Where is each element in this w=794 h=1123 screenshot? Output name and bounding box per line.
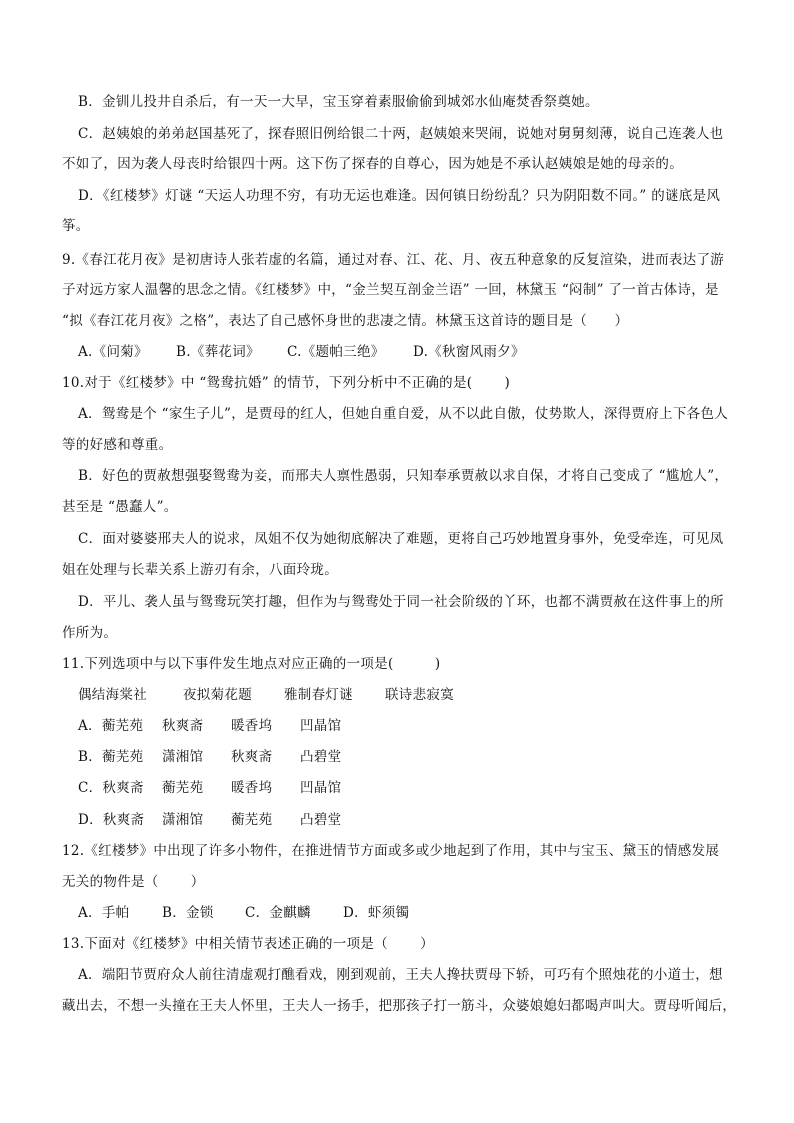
q12-option-c: C．金麒麟: [245, 905, 311, 921]
document-page: B．金钏儿投井自杀后，有一天一大早，宝玉穿着素服偷偷到城郊水仙庵焚香祭奠她。 C．赵姨娘的弟弟赵国基死了，探春照旧例给银二十两，赵姨娘来哭闹，说她对舅舅刻薄，说自己连袭人也 不如了，因为袭人母丧时给银四十两。这下伤了探春的自尊心，因为她是不承认赵姨娘是她的母亲的。 D．《红楼梦》灯谜 “天运人功理不穷，有功无运也难逢。因何镇日纷纷乱？只为阴阳数不同。” 的谜底是风 筝。 9.《春江花月夜》是初唐诗人张若虚的名篇，通过对春、江、花、月、夜五种意象的反复渲染，进而表达了游 子对远方家人温馨的思念之情。《红楼梦》中，“金兰契互剖金兰语” 一回，林黛玉 “闷制” 了一首古体诗，是 “拟《春江花月夜》之格”，表达了自己感怀身世的悲凄之情。林黛玉这首诗的题目是（ ） A.《问菊》 B.《葬花词》 C.《题帕三绝》 D.《秋窗风雨夕》 10.对于《红楼梦》中 “鸳鸯抗婚” 的情节，下列分析中不正确的是( ) A．鸳鸯是个 “家生子儿”，是贾母的红人，但她自重自爱，从不以此自傲，仗势欺人，深得贾府上下各色人 等的好感和尊重。 B．好色的贾赦想强娶鸳鸯为妾，而邢夫人禀性愚弱，只知奉承贾赦以求自保，才将自己变成了 “尴尬人”， 甚至是 “愚蠢人”。 C．面对婆婆邢夫人的说求，凤姐不仅为她彻底解决了难题，更将自己巧妙地置身事外，免受牵连，可见凤 姐在处理与长辈关系上游刃有余，八面玲珑。 D．平儿、袭人虽与鸳鸯玩笑打趣，但作为与鸳鸯处于同一社会阶级的丫环，也都不满贾赦在这件事上的所 作所为。 11.下列选项中与以下事件发生地点对应正确的一项是( ) 偶结海棠社 夜拟菊花题 雅制春灯谜 联诗悲寂寞 A．蘅芜苑 秋爽斋 暖香坞 凹晶馆 B．蘅芜苑 潇湘馆 秋爽斋 凸碧堂 C．秋爽斋 蘅芜苑 暖香坞 凹晶馆 D．秋爽斋 潇湘馆 蘅芜苑 凸碧堂 12.《红楼梦》中出现了许多小物件，在推进情节方面或多或少地起到了作用，其中与宝玉、黛玉的情感发展 无关的物件是（ ） A．手帕 B．金锁 C．金麒麟 D．虾须镯 13.下面对《红楼梦》中相关情节表述正确的一项是（ ） A．端阳节贾府众人前往清虚观打醮看戏，刚到观前，王夫人搀扶贾母下轿，可巧有个照烛花的小道士，想 藏出去，不想一头撞在王夫人怀里，王夫人一扬手，把那孩子打一筋斗，众婆娘媳妇都喝声叫大。贾母听闻后，: [62, 94, 737, 1014]
q12-option-d: D．虾须镯: [343, 905, 410, 921]
q9-option-d: D.《秋窗风雨夕》: [413, 344, 525, 360]
q11-event: 雅制春灯谜: [284, 687, 353, 703]
q11-event: 联诗悲寂寞: [385, 687, 454, 703]
q12-option-a: A．手帕: [78, 905, 130, 921]
q11-event: 偶结海棠社: [78, 687, 147, 703]
q11-event: 夜拟菊花题: [183, 687, 252, 703]
q12-option-b: B．金锁: [162, 905, 214, 921]
q9-option-a: A.《问菊》: [78, 344, 148, 360]
q9-option-b: B.《葬花词》: [176, 344, 260, 360]
q9-option-c: C.《题帕三绝》: [287, 344, 385, 360]
